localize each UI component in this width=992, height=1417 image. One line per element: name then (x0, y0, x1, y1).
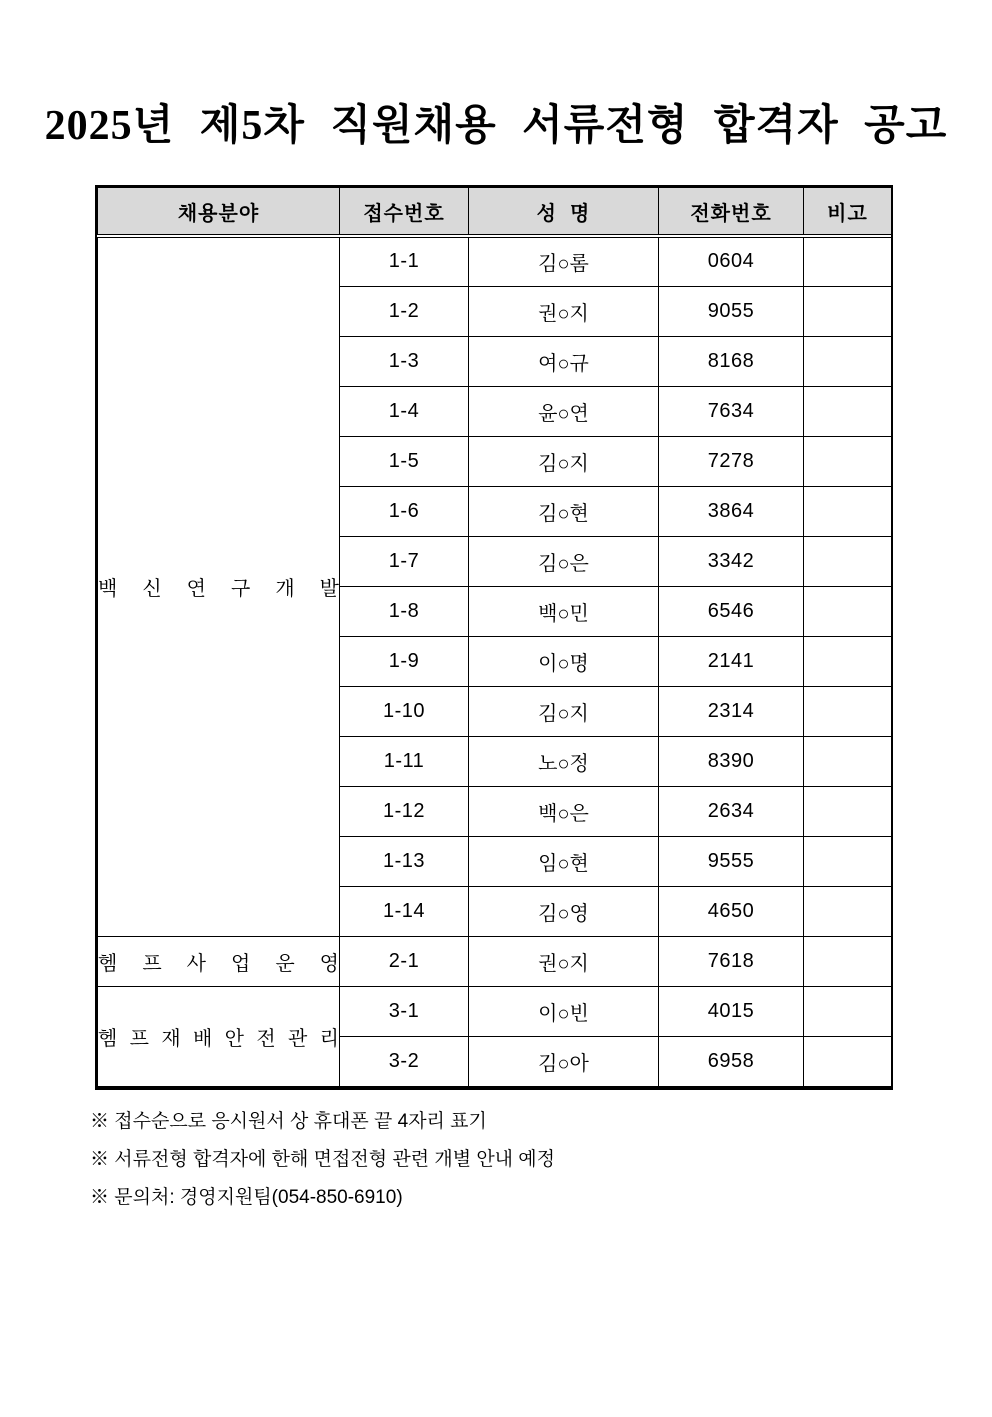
remarks-cell (804, 486, 892, 536)
remarks-cell (804, 786, 892, 836)
reg-no-cell: 1-5 (340, 436, 469, 486)
category-cell-hemp-cultivation: 헴 프 재 배 안 전 관 리 (98, 986, 340, 1086)
remarks-cell (804, 886, 892, 936)
name-cell: 노○정 (469, 736, 659, 786)
page-title: 2025년 제5차 직원채용 서류전형 합격자 공고 (44, 103, 948, 149)
reg-no-cell: 1-9 (340, 636, 469, 686)
table-header-row (98, 188, 892, 237)
table-row (98, 236, 892, 286)
reg-no-cell: 2-1 (340, 936, 469, 986)
phone-cell: 7618 (659, 936, 804, 986)
name-cell: 이○빈 (469, 986, 659, 1036)
name-cell: 백○은 (469, 786, 659, 836)
col-header-name: 성 명 (469, 188, 659, 237)
remarks-cell (804, 436, 892, 486)
name-cell: 임○현 (469, 836, 659, 886)
reg-no-cell: 1-14 (340, 886, 469, 936)
reg-no-cell: 1-13 (340, 836, 469, 886)
reg-no-cell: 1-3 (340, 336, 469, 386)
remarks-cell (804, 336, 892, 386)
category-cell-vaccine-rnd: 백 신 연 구 개 발 (98, 236, 340, 936)
reg-no-cell: 1-1 (340, 236, 469, 286)
applicants-table (95, 185, 893, 1090)
name-cell: 이○명 (469, 636, 659, 686)
phone-cell: 9055 (659, 286, 804, 336)
reg-no-cell: 1-8 (340, 586, 469, 636)
name-cell: 백○민 (469, 586, 659, 636)
phone-cell: 8168 (659, 336, 804, 386)
name-cell: 김○지 (469, 436, 659, 486)
name-cell: 김○아 (469, 1036, 659, 1086)
category-cell-hemp-business: 헴 프 사 업 운 영 (98, 936, 340, 986)
phone-cell: 4015 (659, 986, 804, 1036)
reg-no-cell: 1-6 (340, 486, 469, 536)
name-cell: 권○지 (469, 286, 659, 336)
reg-no-cell: 1-7 (340, 536, 469, 586)
col-header-category: 채용분야 (98, 188, 340, 237)
reg-no-cell: 1-2 (340, 286, 469, 336)
col-header-reg-no: 접수번호 (340, 188, 469, 237)
phone-cell: 9555 (659, 836, 804, 886)
phone-cell: 6546 (659, 586, 804, 636)
phone-cell: 2634 (659, 786, 804, 836)
name-cell: 김○롬 (469, 236, 659, 286)
remarks-cell (804, 986, 892, 1036)
remarks-cell (804, 286, 892, 336)
reg-no-cell: 3-2 (340, 1036, 469, 1086)
name-cell: 김○은 (469, 536, 659, 586)
phone-cell: 0604 (659, 236, 804, 286)
col-header-remarks: 비고 (804, 188, 892, 237)
name-cell: 권○지 (469, 936, 659, 986)
phone-cell: 2141 (659, 636, 804, 686)
name-cell: 김○지 (469, 686, 659, 736)
remarks-cell (804, 536, 892, 586)
remarks-cell (804, 386, 892, 436)
phone-cell: 8390 (659, 736, 804, 786)
table-row (98, 936, 892, 986)
col-header-phone: 전화번호 (659, 188, 804, 237)
name-cell: 김○현 (469, 486, 659, 536)
footnote-line: ※ 문의처: 경영지원팀(054-850-6910) (90, 1186, 403, 1208)
phone-cell: 3342 (659, 536, 804, 586)
reg-no-cell: 1-11 (340, 736, 469, 786)
remarks-cell (804, 586, 892, 636)
reg-no-cell: 1-10 (340, 686, 469, 736)
name-cell: 윤○연 (469, 386, 659, 436)
remarks-cell (804, 236, 892, 286)
phone-cell: 6958 (659, 1036, 804, 1086)
remarks-cell (804, 686, 892, 736)
name-cell: 김○영 (469, 886, 659, 936)
footnote-line: ※ 접수순으로 응시원서 상 휴대폰 끝 4자리 표기 (90, 1110, 487, 1132)
remarks-cell (804, 736, 892, 786)
remarks-cell (804, 836, 892, 886)
phone-cell: 7278 (659, 436, 804, 486)
remarks-cell (804, 936, 892, 986)
remarks-cell (804, 636, 892, 686)
phone-cell: 4650 (659, 886, 804, 936)
phone-cell: 3864 (659, 486, 804, 536)
phone-cell: 2314 (659, 686, 804, 736)
footnote-line: ※ 서류전형 합격자에 한해 면접전형 관련 개별 안내 예정 (90, 1148, 556, 1170)
name-cell: 여○규 (469, 336, 659, 386)
reg-no-cell: 1-4 (340, 386, 469, 436)
table-row (98, 986, 892, 1036)
footnotes (90, 1112, 992, 1207)
reg-no-cell: 1-12 (340, 786, 469, 836)
reg-no-cell: 3-1 (340, 986, 469, 1036)
remarks-cell (804, 1036, 892, 1086)
phone-cell: 7634 (659, 386, 804, 436)
